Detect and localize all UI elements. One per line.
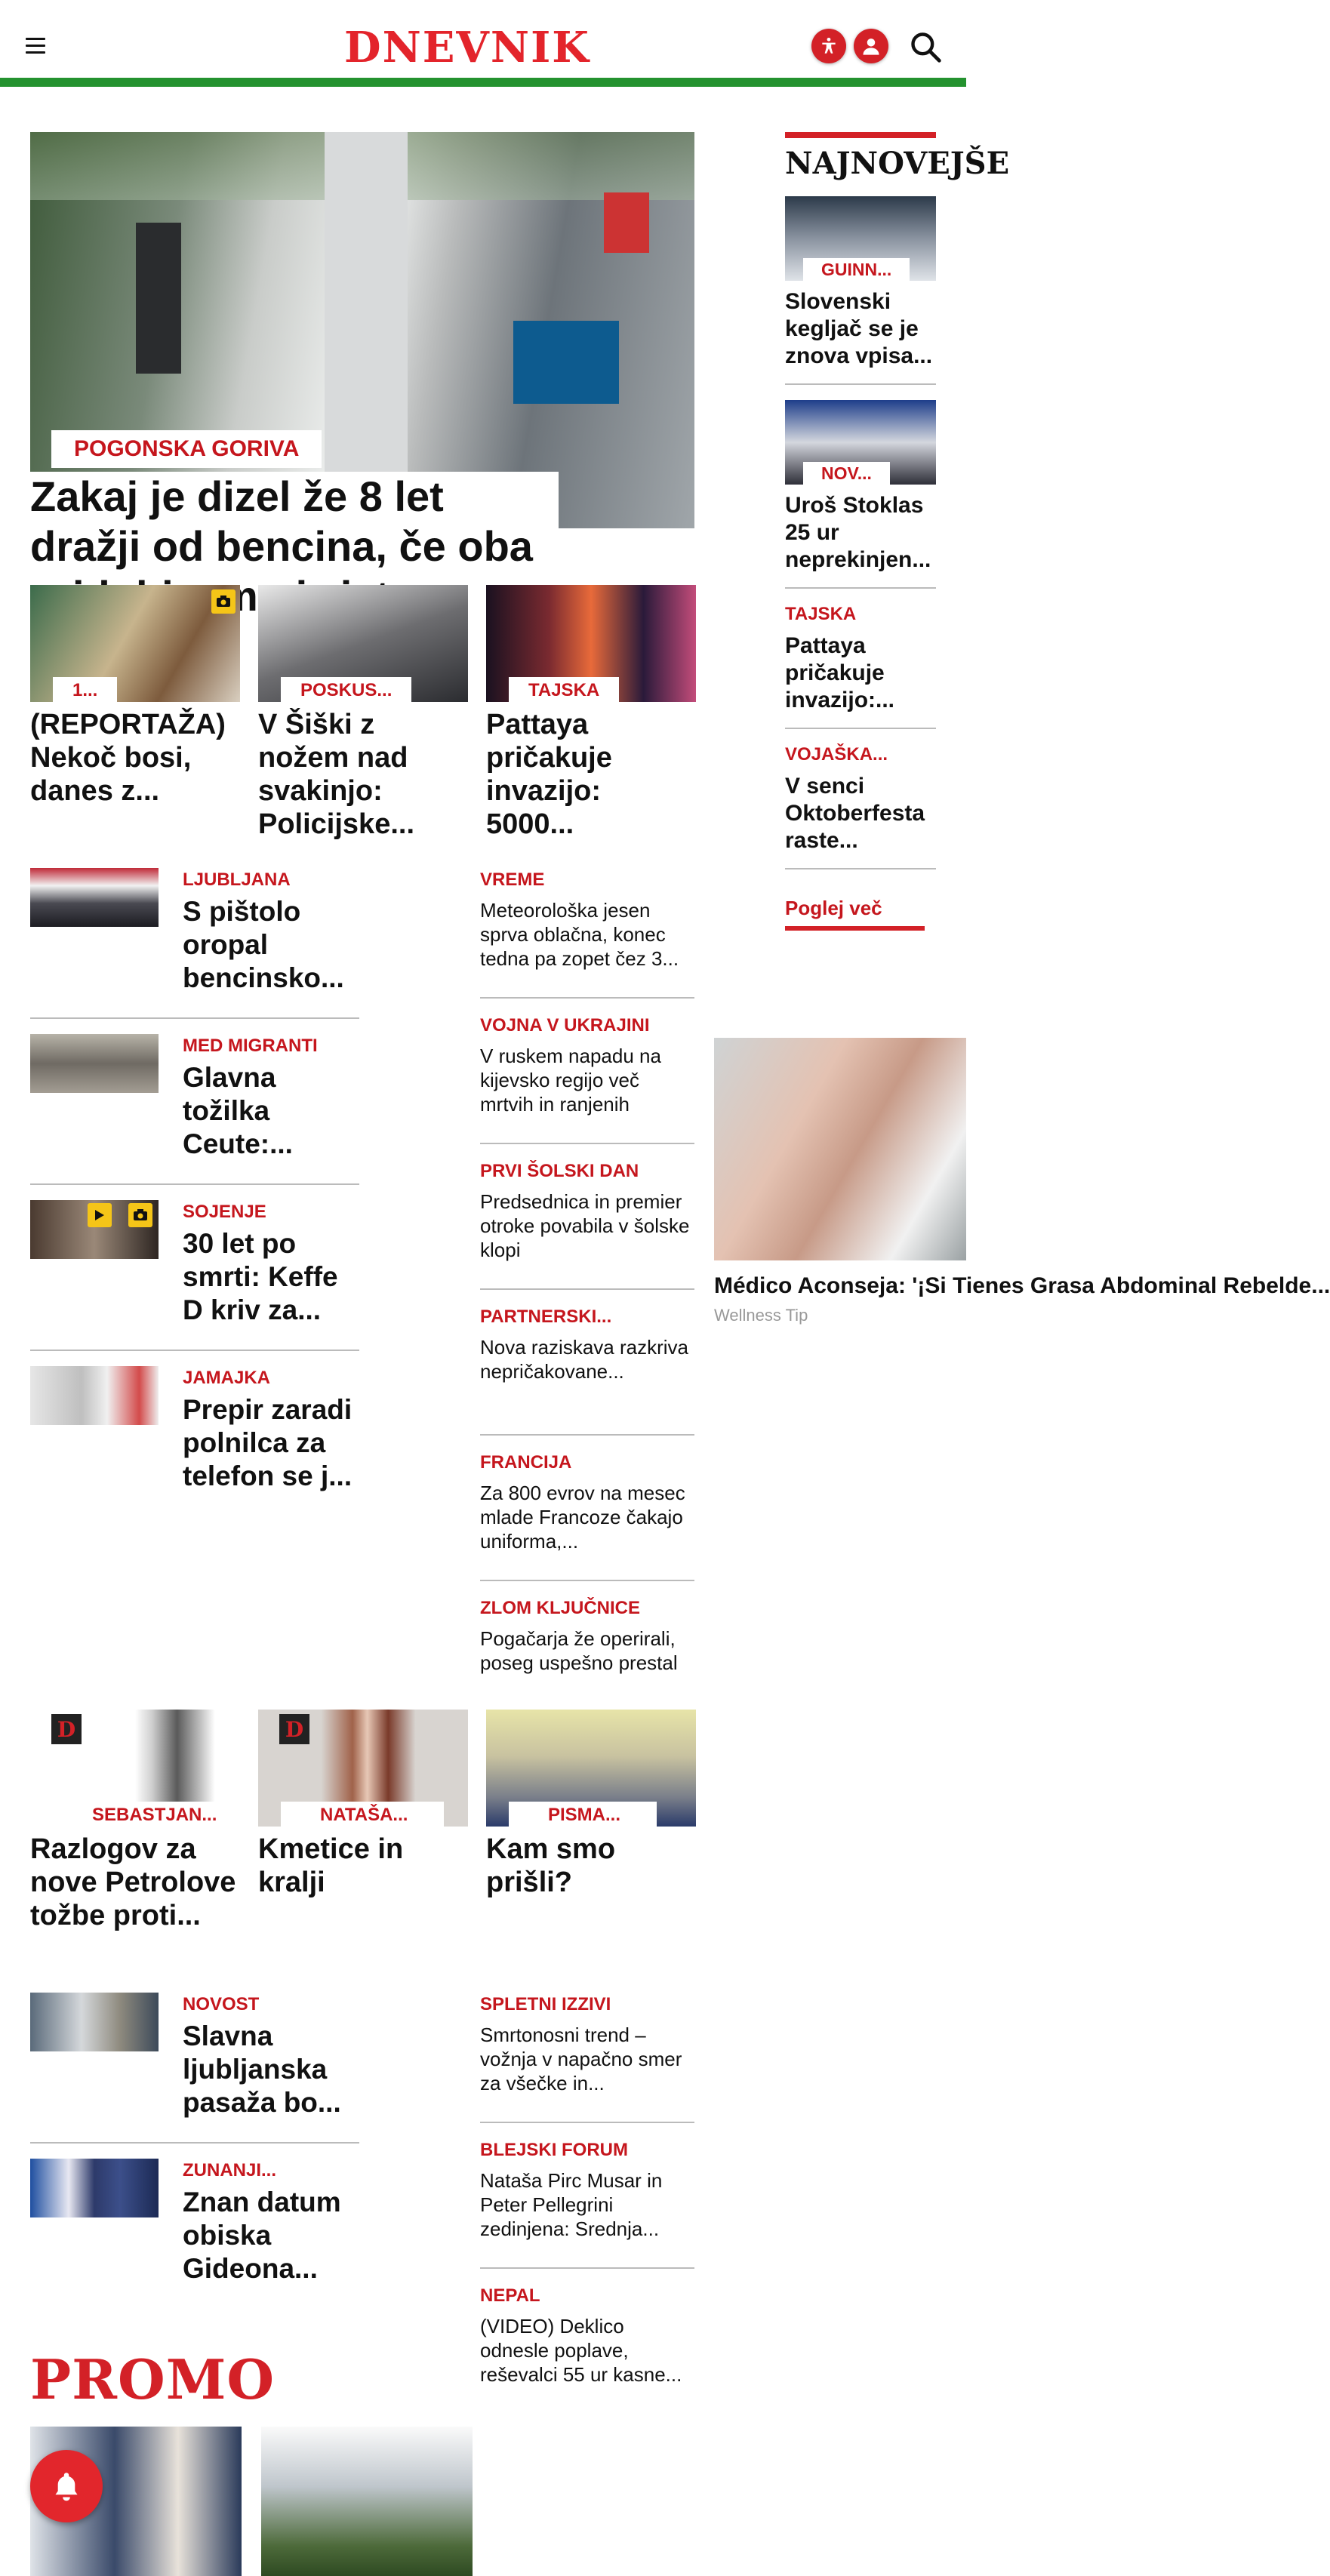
list-category: ZUNANJI... xyxy=(183,2160,277,2181)
list-title[interactable]: Meteorološka jesen sprva oblačna, konec tedna pa zopet čez 3... xyxy=(480,899,679,970)
promo-image[interactable] xyxy=(261,2427,473,2576)
user-account-button[interactable] xyxy=(854,29,888,63)
list-title[interactable]: (VIDEO) Deklico odnesle poplave, reševalci 55 ur kasne... xyxy=(480,2315,682,2386)
opinion-card[interactable] xyxy=(486,1710,696,1899)
list-title[interactable]: Glavna tožilka Ceute:... xyxy=(183,1062,293,1159)
article-category: TAJSKA xyxy=(509,677,619,704)
dnevnik-badge-icon: D xyxy=(279,1714,309,1744)
opinion-author: NATAŠA... xyxy=(281,1802,444,1829)
sidebar-title[interactable]: Pattaya pričakuje invazijo:... xyxy=(785,633,895,712)
article-category: 1... xyxy=(53,677,117,704)
see-more-link[interactable]: Poglej več xyxy=(785,897,925,931)
list-item[interactable] xyxy=(30,1185,359,1351)
list-item[interactable] xyxy=(480,853,694,999)
list-category: SOJENJE xyxy=(183,1202,266,1222)
list-category: VREME xyxy=(480,869,545,890)
list-category: JAMAJKA xyxy=(183,1368,271,1388)
list-image xyxy=(30,1200,159,1259)
list-category: NOVOST xyxy=(183,1994,260,2014)
sidebar-accent-bar xyxy=(785,132,936,138)
camera-icon xyxy=(128,1203,152,1227)
list-category: LJUBLJANA xyxy=(183,869,291,890)
list-category: PARTNERSKI... xyxy=(480,1306,612,1327)
sidebar-item[interactable] xyxy=(785,400,936,589)
article-card[interactable] xyxy=(30,585,240,808)
list-title[interactable]: Za 800 evrov na mesec mlade Francoze čakajo uniforma,... xyxy=(480,1482,685,1553)
list-item[interactable] xyxy=(480,2269,694,2414)
latest-news-sidebar xyxy=(785,132,1010,931)
video-icon xyxy=(88,1203,112,1227)
camera-icon xyxy=(211,589,236,614)
list-item[interactable] xyxy=(480,999,694,1144)
article-title[interactable]: V Šiški z nožem nad svakinjo: Policijske... xyxy=(258,709,414,840)
opinion-card[interactable] xyxy=(258,1710,468,1899)
sidebar-item[interactable] xyxy=(785,604,936,729)
list-title[interactable]: Slavna ljubljanska pasaža bo... xyxy=(183,2020,341,2118)
list-category: NEPAL xyxy=(480,2285,540,2306)
opinion-card[interactable] xyxy=(30,1710,240,1932)
list-item[interactable] xyxy=(480,1977,694,2123)
list-title[interactable]: Nataša Pirc Musar in Peter Pellegrini zedinjena: Srednja... xyxy=(480,2169,663,2240)
opinion-author: SEBASTJAN... xyxy=(53,1802,253,1829)
list-item[interactable] xyxy=(480,1290,694,1436)
list-title[interactable]: Znan datum obiska Gideona... xyxy=(183,2187,341,2284)
list-title[interactable]: Predsednica in premier otroke povabila v šolske klopi xyxy=(480,1190,690,1261)
user-icon xyxy=(860,35,882,57)
list-category: PRVI ŠOLSKI DAN xyxy=(480,1161,639,1181)
list-title[interactable]: V ruskem napadu na kijevsko regijo več mrtvih in ranjenih xyxy=(480,1045,661,1116)
list-category: MED MIGRANTI xyxy=(183,1036,318,1056)
opinion-title[interactable]: Razlogov za nove Petrolove tožbe proti... xyxy=(30,1833,236,1931)
article-title[interactable]: Pattaya pričakuje invazijo: 5000... xyxy=(486,709,612,840)
opinion-title[interactable]: Kmetice in kralji xyxy=(258,1833,404,1898)
sidebar-category: TAJSKA xyxy=(785,604,857,624)
list-category: FRANCIJA xyxy=(480,1452,572,1473)
sidebar-category: VOJAŠKA... xyxy=(785,744,888,765)
list-category: BLEJSKI FORUM xyxy=(480,2140,629,2160)
sidebar-title[interactable]: V senci Oktoberfesta raste... xyxy=(785,774,925,853)
lead-title[interactable]: Zakaj je dizel že 8 let dražji od bencina, če oba xyxy=(30,472,559,621)
list-category: ZLOM KLJUČNICE xyxy=(480,1598,640,1618)
promo-heading: PROMO xyxy=(30,2347,276,2411)
lead-category[interactable]: POGONSKA GORIVA xyxy=(51,430,322,468)
list-title[interactable]: Nova raziskava razkriva nepričakovane... xyxy=(480,1336,688,1383)
ad-image xyxy=(714,1038,966,1260)
bell-icon xyxy=(51,2470,82,2502)
list-item[interactable] xyxy=(30,1977,359,2144)
sidebar-label: GUINN... xyxy=(803,258,910,282)
news-list-middle-2 xyxy=(480,1977,694,2414)
list-image xyxy=(30,1993,159,2051)
list-title[interactable]: 30 let po smrti: Keffe D kriv za... xyxy=(183,1228,338,1325)
menu-icon[interactable] xyxy=(26,38,45,54)
list-item[interactable] xyxy=(30,2144,359,2310)
site-logo[interactable]: DNEVNIK xyxy=(344,23,590,72)
accessibility-icon xyxy=(819,36,839,56)
sidebar-label: NOV... xyxy=(803,462,890,485)
article-category: POSKUS... xyxy=(281,677,411,704)
opinion-author: PISMA... xyxy=(509,1802,657,1829)
list-title[interactable]: Prepir zaradi polnilca za telefon se j... xyxy=(183,1394,353,1491)
article-card[interactable] xyxy=(486,585,696,841)
list-category: SPLETNI IZZIVI xyxy=(480,1994,611,2014)
news-list-left xyxy=(30,853,359,1517)
search-button[interactable] xyxy=(909,30,942,63)
news-list-middle xyxy=(480,853,694,1727)
list-title[interactable]: S pištolo oropal bencinsko... xyxy=(183,896,344,993)
sidebar-item[interactable] xyxy=(785,196,936,385)
list-item[interactable] xyxy=(30,1351,359,1517)
news-list-left-2 xyxy=(30,1977,359,2310)
accessibility-button[interactable] xyxy=(811,29,846,63)
list-title[interactable]: Pogačarja že operirali, poseg uspešno prestal xyxy=(480,1627,678,1674)
list-item[interactable] xyxy=(480,1436,694,1581)
sidebar-title[interactable]: Uroš Stoklas 25 ur neprekinjen... xyxy=(785,493,931,572)
sidebar-item[interactable] xyxy=(785,744,936,869)
article-card[interactable] xyxy=(258,585,468,841)
article-title[interactable]: (REPORTAŽA) Nekoč bosi, danes z... xyxy=(30,709,226,807)
list-item[interactable] xyxy=(480,1144,694,1290)
header-green-bar xyxy=(0,78,966,87)
ad-source[interactable]: Wellness Tip xyxy=(714,1306,808,1325)
sidebar-title[interactable]: Slovenski kegljač se je znova vpisa... xyxy=(785,289,933,368)
list-image xyxy=(30,1034,159,1093)
sidebar-heading: NAJNOVEJŠE xyxy=(785,146,1010,181)
list-image xyxy=(30,2159,159,2217)
notifications-button[interactable] xyxy=(30,2450,103,2522)
sponsored-ad[interactable] xyxy=(714,1038,1330,1325)
opinion-title[interactable]: Kam smo prišli? xyxy=(486,1833,616,1898)
lead-image[interactable] xyxy=(30,132,694,528)
list-item[interactable] xyxy=(480,2123,694,2269)
list-item[interactable] xyxy=(480,1581,694,1727)
list-item[interactable] xyxy=(30,1019,359,1185)
dnevnik-badge-icon: D xyxy=(51,1714,82,1744)
list-item[interactable] xyxy=(30,853,359,1019)
list-category: VOJNA V UKRAJINI xyxy=(480,1015,650,1036)
list-image xyxy=(30,868,159,927)
list-image xyxy=(30,1366,159,1425)
ad-title[interactable]: Médico Aconseja: '¡Si Tienes Grasa Abdominal Rebelde... xyxy=(714,1273,1330,1298)
list-title[interactable]: Smrtonosni trend – vožnja v napačno smer za všečke in... xyxy=(480,2024,682,2094)
search-icon xyxy=(909,30,942,63)
site-header xyxy=(0,0,966,79)
